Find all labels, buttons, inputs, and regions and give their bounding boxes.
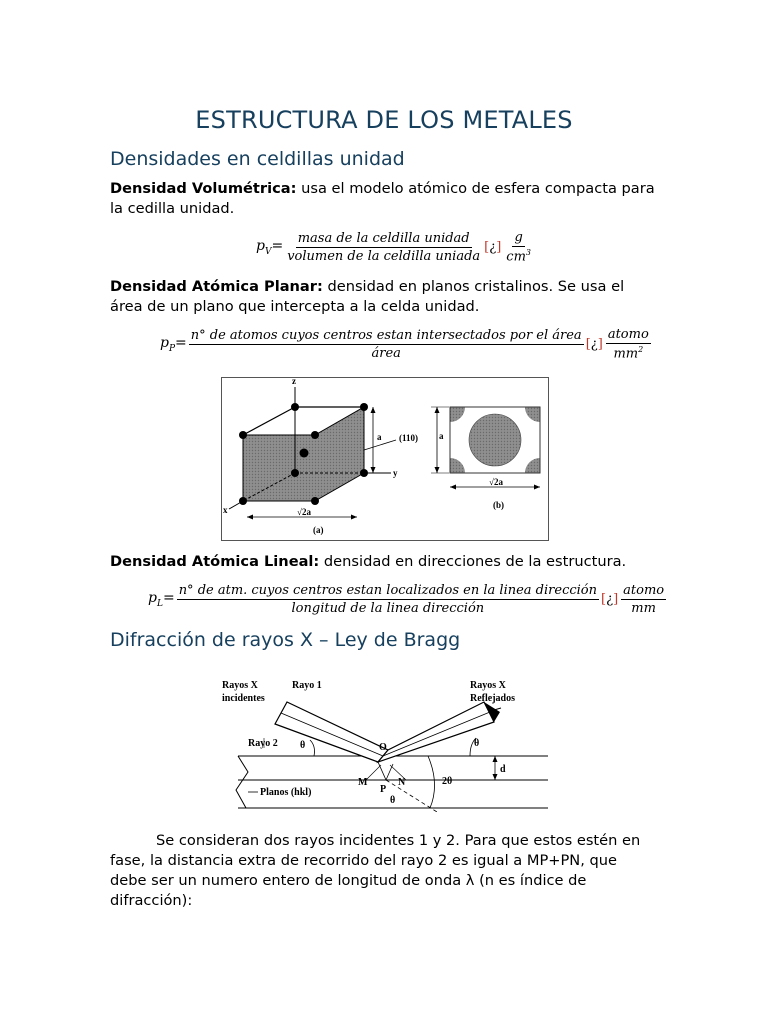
incident-beam — [275, 702, 388, 762]
text-volumetric: usa el modelo atómico de esfera compacta para la cedilla unidad. — [110, 180, 655, 217]
dim-sqrt2a2-label: √2a — [489, 477, 503, 487]
plane-110-label: (110) — [399, 433, 418, 443]
term-volumetric: Densidad Volumétrica: — [110, 180, 297, 197]
label-theta-incident: θ — [300, 740, 306, 751]
label-ray-1: Rayo 1 — [292, 680, 322, 691]
label-theta-lower: θ — [390, 795, 396, 806]
caption-b: (b) — [493, 500, 504, 510]
formula-symbol: $p_L=$ — [148, 590, 175, 609]
formula-placeholder: [¿] — [601, 592, 619, 607]
label-m: M — [358, 777, 368, 788]
reflected-beam — [378, 702, 494, 762]
axis-y-label: y — [393, 468, 398, 478]
paragraph-bragg: Se consideran dos rayos incidentes 1 y 2. Para que estos estén en fase, la distancia extra de recorrido del rayo 2 es igual a MP+PN, que debe ser un numero entero de longitud de onda λ (n es índice de difracción): — [110, 832, 641, 909]
label-reflected-1: Rayos X — [470, 680, 506, 691]
formula-planar — [160, 327, 651, 361]
formula-volumetric — [256, 230, 533, 264]
formula-symbol: $p_V=$ — [256, 237, 284, 257]
formula-symbol: $p_P=$ — [160, 334, 187, 354]
figure-unit-cell-110-plane — [221, 377, 549, 541]
formula-unit: $\frac{\text{atomo}}{mm^2}$ — [607, 327, 649, 362]
formula-denominator: longitud de la linea dirección — [291, 601, 485, 616]
formula-fraction — [189, 328, 584, 361]
caption-a: (a) — [313, 525, 324, 535]
axis-z-label: z — [292, 377, 296, 386]
dim-a-label: a — [377, 432, 382, 442]
paragraph-volumetric — [110, 179, 658, 219]
formula-fraction — [285, 231, 482, 264]
text-lineal: densidad en direcciones de la estructura. — [319, 553, 627, 570]
formula-numerator: n° de atm. cuyos centros estan localizados en la linea dirección — [178, 583, 597, 598]
label-o: O — [379, 742, 387, 753]
formula-unit: $\frac{g}{cm^3}$ — [506, 230, 531, 265]
figure-bragg-diffraction — [218, 672, 550, 812]
section-heading-densities: Densidades en celdillas unidad — [110, 148, 405, 170]
label-d: d — [500, 764, 506, 775]
dim-a2-label: a — [439, 431, 444, 441]
dim-sqrt2a-label: √2a — [297, 507, 311, 517]
planes-break-mark — [236, 756, 248, 808]
paragraph-lineal — [110, 552, 658, 572]
term-planar: Densidad Atómica Planar: — [110, 278, 323, 295]
formula-placeholder: [¿] — [585, 336, 603, 352]
label-p: P — [380, 784, 387, 795]
text-planar: densidad en planos cristalinos. Se usa el área de un plano que intercepta a la celda unidad. — [110, 278, 625, 315]
term-lineal: Densidad Atómica Lineal: — [110, 553, 320, 570]
formula-denominator: volumen de la celdilla uniada — [287, 248, 481, 264]
formula-fraction — [177, 583, 599, 616]
label-ray-2: Rayo 2 — [248, 738, 278, 749]
label-planes: Planos (hkl) — [260, 787, 312, 798]
label-two-theta: 2θ — [442, 776, 453, 787]
paragraph-planar — [110, 277, 658, 317]
formula-lineal — [148, 583, 666, 616]
formula-placeholder: [¿] — [484, 239, 502, 255]
plane-110-atoms-view — [450, 407, 540, 473]
label-incident-2: incidentes — [222, 693, 265, 704]
axis-x-label: x — [223, 505, 228, 515]
section-heading-bragg: Difracción de rayos X – Ley de Bragg — [110, 629, 461, 651]
formula-numerator: masa de la celdilla unidad — [297, 230, 470, 246]
label-n: N — [398, 777, 406, 788]
formula-numerator: n° de atomos cuyos centros estan intersectados por el área — [190, 327, 582, 343]
formula-unit: $\frac{\text{atomo}}{mm}$ — [623, 583, 665, 616]
formula-denominator: área — [371, 345, 401, 361]
label-theta-reflected: θ — [474, 738, 480, 749]
label-incident-1: Rayos X — [222, 680, 258, 691]
page-title: ESTRUCTURA DE LOS METALES — [195, 106, 573, 134]
label-reflected-2: Reflejados — [470, 693, 515, 704]
